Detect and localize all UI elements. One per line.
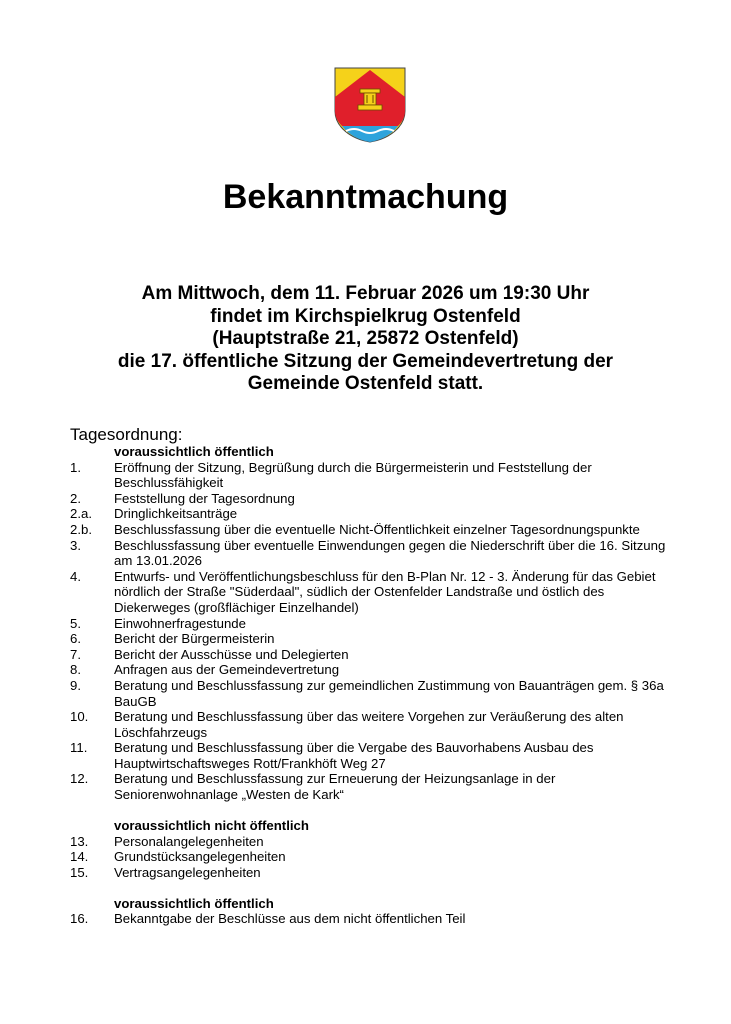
agenda-item-text: Beschlussfassung über eventuelle Einwendungen gegen die Niederschrift über die 16. Sitzung am 13.01.2026 [114,537,666,569]
agenda-item-number: 2. [70,490,81,506]
agenda-item-number: 15. [70,864,89,880]
agenda-item [70,678,670,709]
agenda-item-text: Eröffnung der Sitzung, Begrüßung durch die Bürgermeisterin und Feststellung der Beschlussfähigkeit [114,459,592,491]
agenda-item [70,865,670,881]
agenda-item [70,647,670,663]
agenda-list [70,444,670,927]
agenda-item-number: 4. [70,568,81,584]
agenda-item-text: Dringlichkeitsanträge [114,506,238,522]
agenda-item [70,538,670,569]
agenda-item-number: 16. [70,911,89,927]
agenda-item-number: 5. [70,615,81,631]
announcement-line: Gemeinde Ostenfeld statt. [247,373,484,394]
agenda-item-number: 10. [70,709,89,725]
agenda-item [70,569,670,616]
agenda-item [70,491,670,507]
agenda-item [70,616,670,632]
agenda-item [70,709,670,740]
agenda-item-number: 11. [70,740,88,756]
announcement-line: die 17. öffentliche Sitzung der Gemeindevertretung der [117,350,614,372]
agenda-item-text: Beratung und Beschlussfassung über das weitere Vorgehen zur Veräußerung des alten Löschfahrzeugs [114,709,624,740]
agenda-item-text: Bericht der Ausschüsse und Delegierten [114,646,349,662]
agenda-item-text: Feststellung der Tagesordnung [114,490,295,506]
agenda-item [70,460,670,491]
agenda-item-text: Entwurfs- und Veröffentlichungsbeschluss für den B-Plan Nr. 12 - 3. Änderung für das Gebiet nördlich der Straße "Süderdaal", südlich der Ostenfelder Landstraße und östlich des Diekerweges (großflächiger Einzelhandel) [114,568,656,615]
agenda-item-text: Bericht der Bürgermeisterin [114,631,275,647]
announcement-line: (Hauptstraße 21, 25872 Ostenfeld) [212,328,519,349]
agenda-item-number: 2.b. [70,521,92,537]
document-title: Bekanntmachung [222,178,509,216]
announcement-line: findet im Kirchspielkrug Ostenfeld [210,305,521,327]
agenda-item-number: 13. [70,833,89,849]
agenda-item [70,911,670,927]
agenda-item-number: 1. [70,459,81,475]
agenda-item-number: 14. [70,849,89,865]
announcement-line: Am Mittwoch, dem 11. Februar 2026 um 19:30 Uhr [141,283,590,304]
agenda-item-text: Personalangelegenheiten [114,833,264,849]
agenda-section-label: voraussichtlich nicht öffentlich [114,818,309,834]
agenda-item [70,834,670,850]
agenda-item-text: Bekanntgabe der Beschlüsse aus dem nicht öffentlichen Teil [114,911,466,927]
agenda-item-number: 3. [70,537,81,553]
agenda-item-text: Beratung und Beschlussfassung über die Vergabe des Bauvorhabens Ausbau des Hauptwirtschaftsweges Rott/Frankhöft Weg 27 [114,740,594,771]
agenda-item [70,522,670,538]
agenda-item-number: 2.a. [70,506,92,522]
municipal-coat-of-arms [334,67,406,143]
agenda-section-label: voraussichtlich öffentlich [114,895,274,911]
agenda-item-number: 12. [70,771,89,787]
agenda-item [70,771,670,802]
agenda-item-number: 7. [70,646,81,662]
agenda-item-text: Einwohnerfragestunde [114,615,246,631]
agenda-item [70,631,670,647]
agenda-item [70,849,670,865]
agenda-item-text: Beratung und Beschlussfassung zur Erneuerung der Heizungsanlage in der Seniorenwohnanlage „Westen de Kark“ [114,771,556,803]
agenda-item-text: Vertragsangelegenheiten [114,864,261,880]
agenda-section-label: voraussichtlich öffentlich [114,444,274,459]
agenda-item-number: 8. [70,662,81,678]
agenda-item-text: Beratung und Beschlussfassung zur gemeindlichen Zustimmung von Bauanträgen gem. § 36a BauGB [114,677,664,709]
agenda-item [70,506,670,522]
agenda-item [70,662,670,678]
agenda-item-text: Beschlussfassung über die eventuelle Nicht-Öffentlichkeit einzelner Tagesordnungspunkte [114,521,640,537]
agenda-item [70,740,670,771]
agenda-item-number: 6. [70,631,81,647]
agenda-item-text: Grundstücksangelegenheiten [114,849,286,865]
meeting-announcement [0,283,731,396]
agenda-item-text: Anfragen aus der Gemeindevertretung [114,662,340,678]
agenda-heading: Tagesordnung: [70,425,183,444]
agenda-item-number: 9. [70,677,81,693]
